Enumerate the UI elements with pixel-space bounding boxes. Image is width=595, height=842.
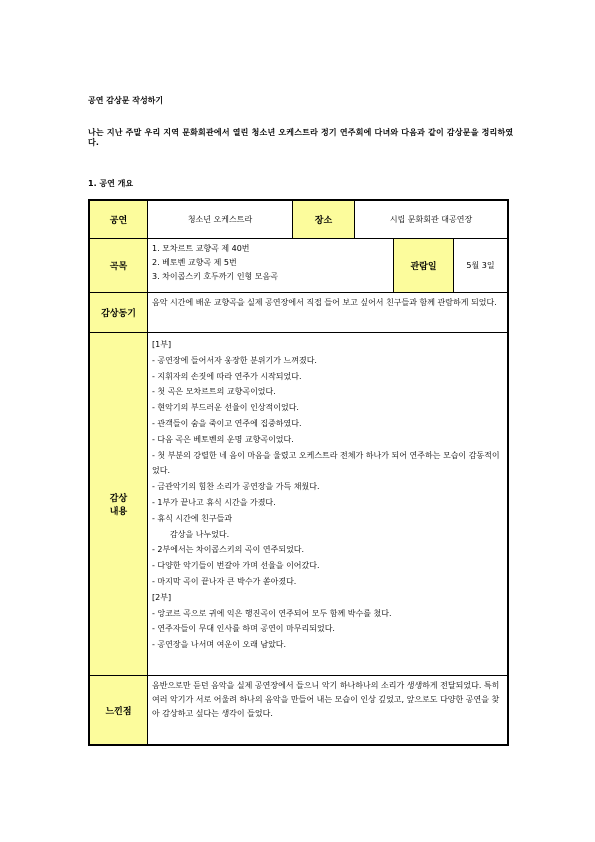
- motivation-text: 음악 시간에 배운 교향곡을 실제 공연장에서 직접 들어 보고 싶어서 친구들과 함께 관람하게 되었다.: [152, 298, 497, 307]
- content-line: - 첫 곡은 모차르트의 교향곡이었다.: [152, 387, 276, 397]
- content-line: - 다양한 악기들이 번갈아 가며 선율을 이어갔다.: [152, 561, 320, 571]
- program-item: 2. 베토벤 교향곡 제 5번: [152, 258, 237, 267]
- content-lines: [148, 333, 507, 675]
- table-row-program: [90, 239, 507, 293]
- venue-value: 시립 문화회관 대공연장: [389, 214, 473, 224]
- table-row-performance: [90, 201, 507, 239]
- table-row-motivation: [90, 293, 507, 333]
- content-line: [1부]: [152, 340, 172, 349]
- impression-text: 음반으로만 듣던 음악을 실제 공연장에서 들으니 악기 하나하나의 소리가 생생하게 전달되었다. 특히 여러 악기가 서로 어울려 하나의 음악을 만들어 내는 모습이 인상 깊었고, 앞으로도 다양한 공연을 찾아 감상하고 싶다는 생각이 들었다.: [152, 681, 500, 718]
- table-label: 1. 공연 개요: [88, 179, 134, 188]
- intro-paragraph: 나는 지난 주말 우리 지역 문화회관에서 열린 청소년 오케스트라 정기 연주회에 다녀와 다음과 같이 감상문을 정리하였다.: [88, 128, 514, 147]
- content-line: - 연주자들이 무대 인사를 하며 공연이 마무리되었다.: [152, 624, 335, 634]
- content-line: - 지휘자의 손짓에 따라 연주가 시작되었다.: [152, 371, 302, 381]
- content-line: - 휴식 시간에 친구들과: [152, 513, 233, 523]
- header-content: 감상 내용: [90, 333, 148, 675]
- date-value: 5월 3일: [466, 260, 495, 270]
- content-line: - 다음 곡은 베토벤의 운명 교향곡이었다.: [152, 434, 294, 444]
- table-row-content: [90, 333, 507, 676]
- header-impression: 느낀점: [90, 676, 148, 744]
- content-line: - 앙코르 곡으로 귀에 익은 행진곡이 연주되어 모두 함께 박수를 쳤다.: [152, 608, 392, 618]
- content-line: - 2부에서는 차이콥스키의 곡이 연주되었다.: [152, 545, 305, 555]
- header-program: 곡목: [90, 239, 148, 292]
- content-line: - 공연장에 들어서자 웅장한 분위기가 느껴졌다.: [152, 355, 317, 365]
- header-motivation: 감상동기: [90, 293, 148, 332]
- header-performance: 공연: [90, 201, 148, 238]
- document-heading: 공연 감상문 작성하기: [88, 96, 164, 105]
- program-list: [148, 239, 394, 292]
- content-line: - 첫 부분의 강렬한 네 음이 마음을 울렸고 오케스트라 전체가 하나가 되어 연주하는 모습이 감동적이었다.: [152, 450, 500, 476]
- content-line: - 현악기의 부드러운 선율이 인상적이었다.: [152, 403, 299, 413]
- content-line: - 마지막 곡이 끝나자 큰 박수가 쏟아졌다.: [152, 576, 297, 586]
- content-line: 감상을 나누었다.: [170, 529, 230, 539]
- report-table: [88, 199, 509, 746]
- content-line: - 금관악기의 힘찬 소리가 공연장을 가득 채웠다.: [152, 482, 320, 492]
- program-item: 1. 모차르트 교향곡 제 40번: [152, 244, 250, 253]
- content-line: - 공연장을 나서며 여운이 오래 남았다.: [152, 640, 287, 650]
- content-line: - 1부가 끝나고 휴식 시간을 가졌다.: [152, 497, 276, 507]
- header-date: 관람일: [394, 239, 454, 292]
- table-row-impression: [90, 676, 507, 744]
- program-item: 3. 차이콥스키 호두까기 인형 모음곡: [152, 272, 278, 281]
- content-line: [2부]: [152, 592, 172, 602]
- header-venue: 장소: [293, 201, 355, 238]
- content-line: - 관객들이 숨을 죽이고 연주에 집중하였다.: [152, 418, 302, 428]
- performance-value: 청소년 오케스트라: [148, 201, 293, 238]
